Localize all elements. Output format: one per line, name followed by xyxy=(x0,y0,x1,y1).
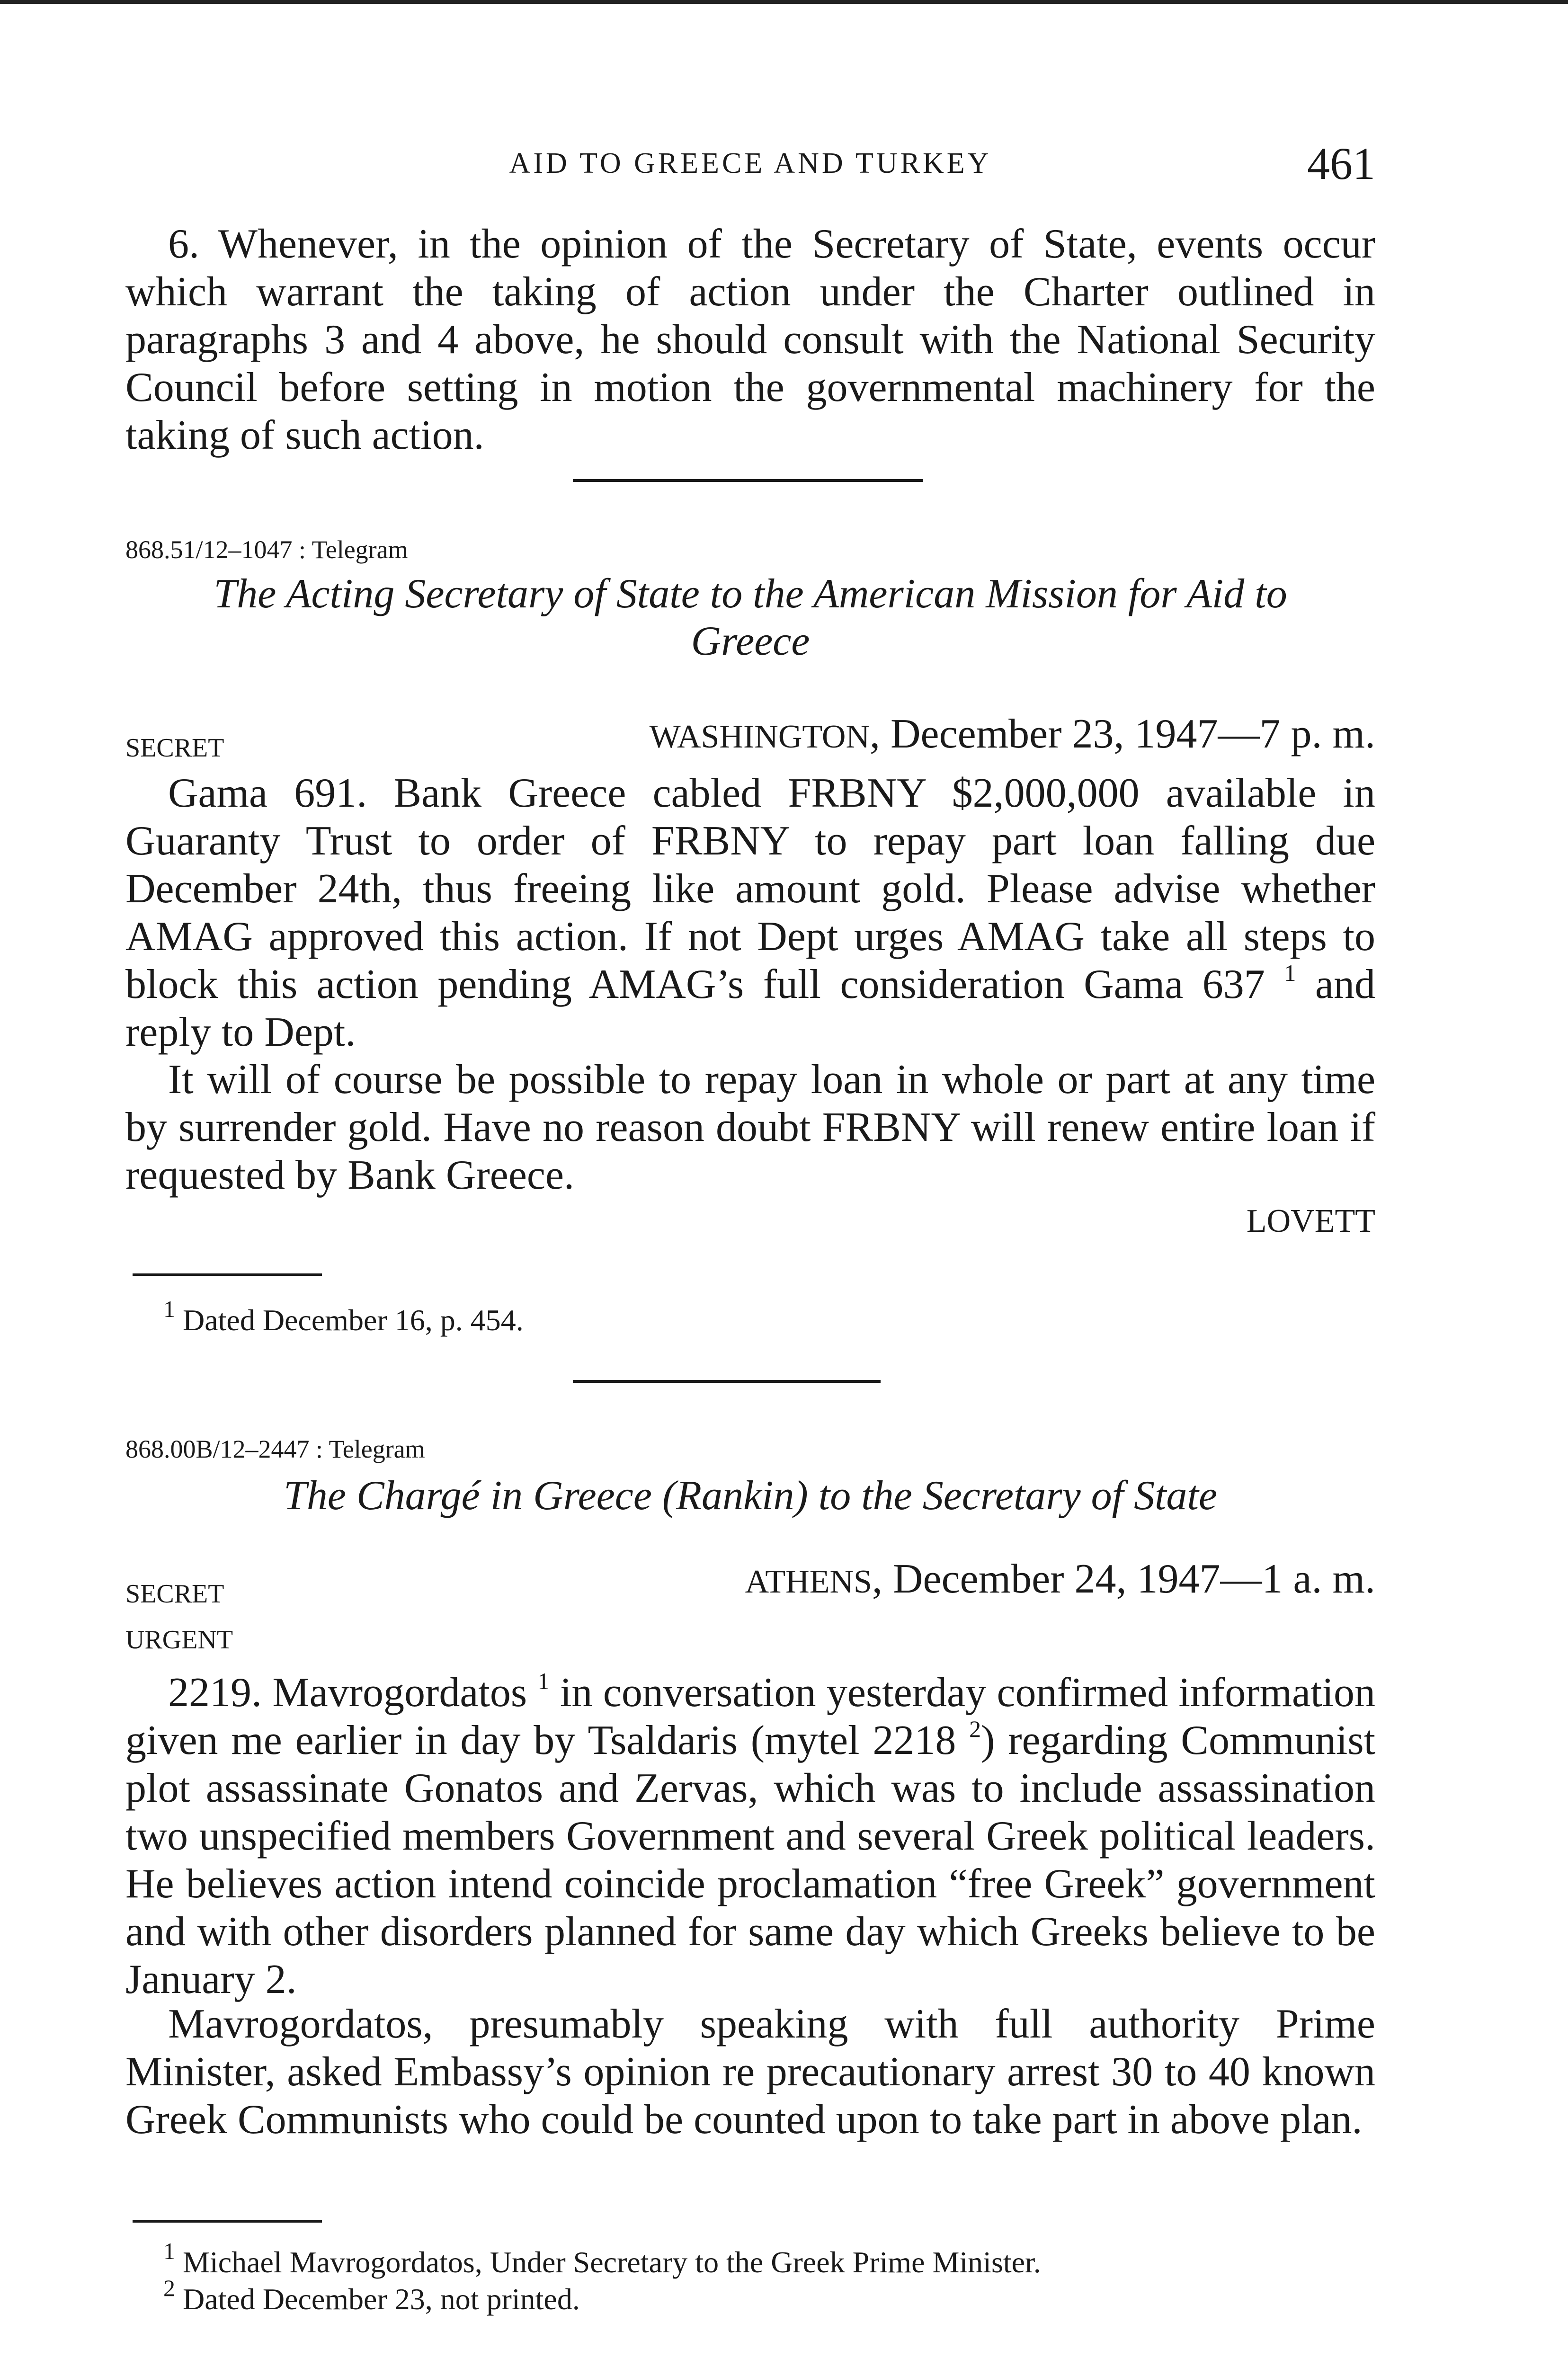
doc2-dateline-date: , December 24, 1947—1 a. m. xyxy=(872,1556,1375,1602)
doc2-paragraph-1-a: 2219. Mavrogordatos xyxy=(168,1670,527,1716)
footnote-mark: 1 xyxy=(163,1295,175,1322)
doc2-footnote-2-text: Dated December 23, not printed. xyxy=(175,2282,580,2316)
doc1-footnote-divider xyxy=(133,1273,322,1276)
doc1-paragraph-1-text: Gama 691. Bank Greece cabled FRBNY $2,000,000 available in Guaranty Trust to order of FRBNY to repay part loan falling due December 24th, thus freeing like amount gold. Please advise whether AMAG approved this action. If not Dept urges AMAG take all steps to block this action pending AMAG’s full consideration Gama 637 xyxy=(125,770,1375,1007)
section-divider xyxy=(573,479,923,482)
doc1-footnote-text: Dated December 16, p. 454. xyxy=(175,1303,524,1337)
doc2-paragraph-2: Mavrogordatos, presumably speaking with full authority Prime Minister, asked Embassy’s opinion re precautionary arrest 30 to 40 known Greek Communists who could be counted upon to take part in above plan. xyxy=(125,2001,1375,2143)
doc1-dateline-place: WASHINGTON xyxy=(649,719,870,755)
section-divider xyxy=(573,1380,881,1383)
doc1-title: The Acting Secretary of State to the American Mission for Aid to Greece xyxy=(214,571,1287,664)
doc2-classification-urgent: URGENT xyxy=(125,1625,233,1655)
page-header xyxy=(125,137,1375,189)
doc2-footnote-1 xyxy=(163,2237,1375,2281)
footnote-mark: 2 xyxy=(163,2274,175,2301)
doc2-footnote-1-text: Michael Mavrogordatos, Under Secretary to the Greek Prime Minister. xyxy=(175,2245,1041,2279)
page-number: 461 xyxy=(1307,138,1375,189)
footnote-reference[interactable]: 2 xyxy=(969,1715,981,1742)
top-edge-line xyxy=(0,0,1568,4)
doc1-signature: LOVETT xyxy=(1246,1203,1375,1239)
doc2-file-reference: 868.00B/12–2447 : Telegram xyxy=(125,1435,425,1463)
doc1-paragraph-1-tail: and reply to Dept. xyxy=(125,961,1375,1055)
doc1-footnote-1 xyxy=(163,1295,1375,1339)
footnote-reference[interactable]: 1 xyxy=(537,1667,550,1694)
doc1-dateline-date: , December 23, 1947—7 p. m. xyxy=(870,711,1375,757)
running-head: AID TO GREECE AND TURKEY xyxy=(509,147,992,179)
doc2-title: The Chargé in Greece (Rankin) to the Secretary of State xyxy=(283,1473,1218,1519)
doc1-paragraph-1 xyxy=(125,769,1375,1056)
doc1-dateline xyxy=(650,710,1375,758)
footnote-mark: 1 xyxy=(163,2237,175,2264)
doc1-paragraph-2: It will of course be possible to repay loan in whole or part at any time by surrender gold. Have no reason doubt FRBNY will renew entire loan if requested by Bank Greece. xyxy=(125,1057,1375,1198)
doc2-dateline-place: ATHENS xyxy=(745,1564,872,1600)
doc2-paragraph-1 xyxy=(125,1669,1375,2003)
opening-paragraph: 6. Whenever, in the opinion of the Secretary of State, events occur which warrant the taking of action under the Charter outlined in paragraphs 3 and 4 above, he should consult with the National Security Council before setting in motion the governmental machinery for the taking of such action. xyxy=(125,221,1375,458)
doc2-paragraph-1-c: ) regarding Communist plot assassinate Gonatos and Zervas, which was to include assassination two unspecified members Government and several Greek political leaders. He believes action intend coincide proclamation “free Greek” government and with other disorders planned for same day which Greeks believe to be January 2. xyxy=(125,1717,1376,2002)
doc1-file-reference: 868.51/12–1047 : Telegram xyxy=(125,535,408,564)
doc2-classification-secret: SECRET xyxy=(125,1579,224,1609)
doc2-dateline xyxy=(745,1555,1375,1603)
doc2-paragraph-1-b: in conversation yesterday confirmed information given me earlier in day by Tsaldaris (mytel 2218 xyxy=(125,1670,1376,1763)
footnote-reference[interactable]: 1 xyxy=(1284,959,1296,986)
doc2-footnote-2 xyxy=(163,2274,1375,2318)
doc1-classification: SECRET xyxy=(125,733,224,763)
doc2-footnote-divider xyxy=(133,2220,322,2223)
